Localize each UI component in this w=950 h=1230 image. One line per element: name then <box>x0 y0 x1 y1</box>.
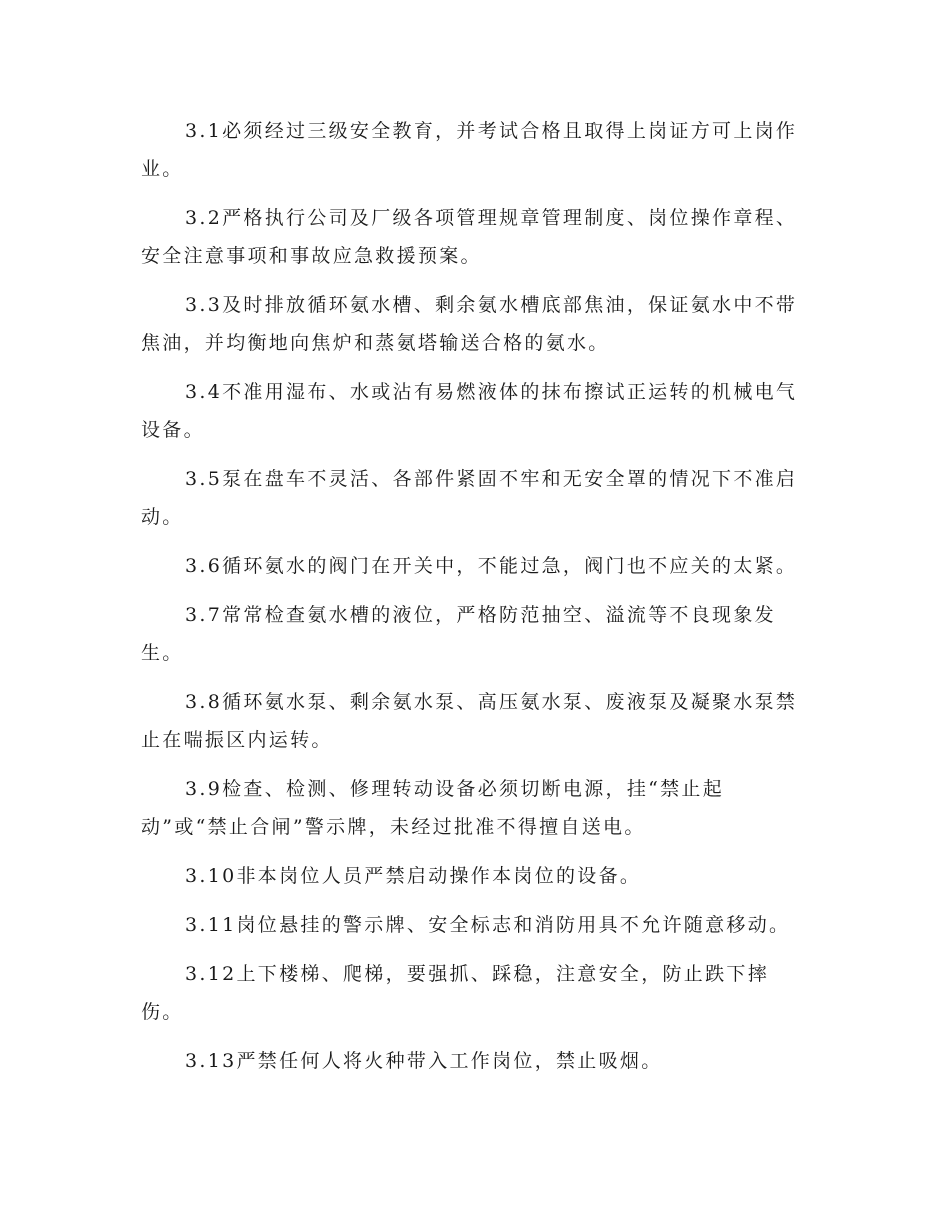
paragraph-3-7: 3.7常常检查氨水槽的液位，严格防范抽空、溢流等不良现象发生。 <box>141 604 776 664</box>
paragraph-3-6: 3.6循环氨水的阀门在开关中，不能过急，阀门也不应关的太紧。 <box>185 555 798 577</box>
paragraph-3-1: 3.1必须经过三级安全教育，并考试合格且取得上岗证方可上岗作业。 <box>141 120 798 180</box>
paragraph-3-4: 3.4不准用湿布、水或沾有易燃液体的抹布擦试正运转的机械电气设备。 <box>141 381 798 441</box>
paragraph-3-13: 3.13严禁任何人将火种带入工作岗位，禁止吸烟。 <box>185 1050 663 1072</box>
paragraph-3-8: 3.8循环氨水泵、剩余氨水泵、高压氨水泵、废液泵及凝聚水泵禁止在喘振区内运转。 <box>141 691 798 751</box>
paragraph-3-12: 3.12上下楼梯、爬梯，要强抓、踩稳，注意安全，防止跌下摔伤。 <box>141 963 770 1023</box>
paragraph-3-10: 3.10非本岗位人员严禁启动操作本岗位的设备。 <box>185 865 642 887</box>
paragraph-3-5: 3.5泵在盘车不灵活、各部件紧固不牢和无安全罩的情况下不准启动。 <box>141 468 798 528</box>
paragraph-3-11: 3.11岗位悬挂的警示牌、安全标志和消防用具不允许随意移动。 <box>185 914 791 936</box>
paragraph-3-2: 3.2严格执行公司及厂级各项管理规章管理制度、岗位操作章程、安全注意事项和事故应急救援预案。 <box>141 207 798 267</box>
document-body <box>141 112 811 1091</box>
paragraph-3-9: 3.9检查、检测、修理转动设备必须切断电源，挂“禁止起 动”或“禁止合闸”警示牌，未经过批准不得擅自送电。 <box>141 778 725 838</box>
paragraph-3-3: 3.3及时排放循环氨水槽、剩余氨水槽底部焦油，保证氨水中不带焦油，并均衡地向焦炉和蒸氨塔输送合格的氨水。 <box>141 294 798 354</box>
